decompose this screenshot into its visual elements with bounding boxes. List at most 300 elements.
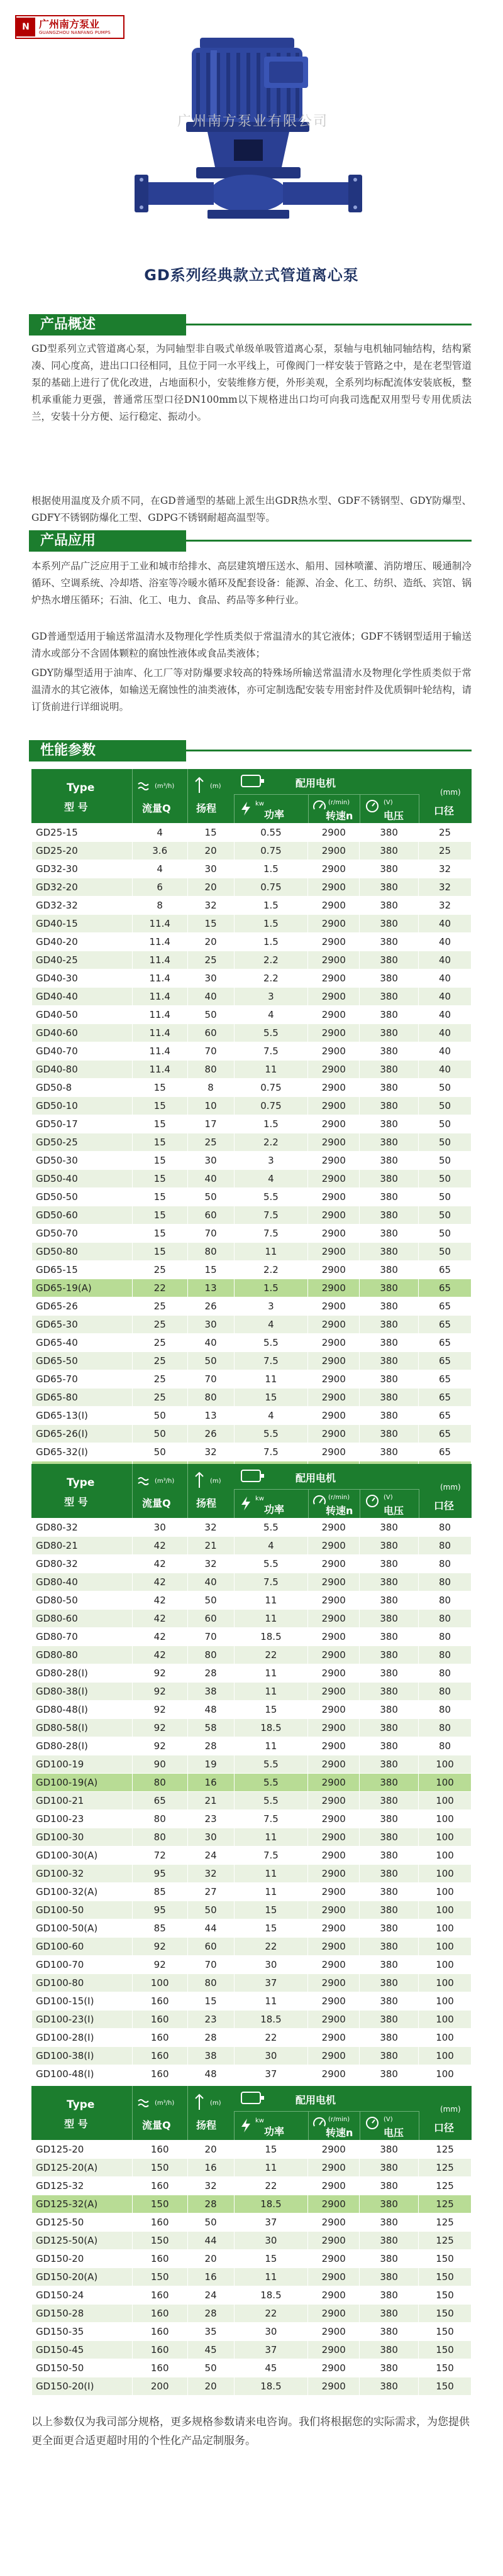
speed-icon: [312, 2116, 327, 2130]
cell-value: 32: [187, 2177, 234, 2195]
cell-value: 40: [187, 1573, 234, 1591]
cell-value: 380: [360, 2195, 419, 2213]
cell-value: 100: [419, 1974, 472, 1992]
table-row: [32, 1755, 472, 1774]
section-title-overview: 产品概述: [29, 314, 186, 336]
cell-value: 380: [360, 878, 419, 897]
cell-model: GD100-21: [32, 1792, 133, 1810]
table-row: [32, 1079, 472, 1097]
table-row: [32, 878, 472, 897]
cell-value: 1.5: [234, 860, 308, 878]
cell-value: 13: [187, 1279, 234, 1297]
cell-value: 380: [360, 1407, 419, 1425]
cell-value: 2900: [308, 1425, 360, 1443]
cell-value: 380: [360, 2047, 419, 2065]
cell-value: 2900: [308, 2047, 360, 2065]
cell-value: 15: [132, 1115, 187, 1133]
cell-value: 80: [419, 1628, 472, 1646]
table-row: [32, 1810, 472, 1828]
cell-value: 30: [234, 2232, 308, 2250]
table-row: [32, 2377, 472, 2396]
cell-model: GD32-30: [32, 860, 133, 878]
header-flow-unit: (m³/h): [155, 2100, 175, 2107]
cell-value: 100: [419, 1992, 472, 2011]
cell-value: 20: [187, 2250, 234, 2268]
header-flow: 流量Q: [142, 802, 171, 814]
header-head: 扬程: [196, 1497, 217, 1509]
cell-value: 32: [419, 860, 472, 878]
cell-model: GD40-50: [32, 1006, 133, 1024]
cell-value: 25: [132, 1316, 187, 1334]
table-row: [32, 1225, 472, 1243]
table-row: [32, 1061, 472, 1079]
table-row: [32, 1024, 472, 1042]
table-row: [32, 933, 472, 951]
cell-value: 7.5: [234, 1573, 308, 1591]
cell-value: 95: [132, 1901, 187, 1919]
table-row: [32, 1555, 472, 1573]
cell-value: 35: [187, 2323, 234, 2341]
table-row: [32, 2011, 472, 2029]
cell-value: 2900: [308, 988, 360, 1006]
cell-model: GD100-50(A): [32, 1919, 133, 1938]
cell-model: GD65-30: [32, 1316, 133, 1334]
cell-value: 5.5: [234, 1755, 308, 1774]
cell-value: 380: [360, 969, 419, 988]
table-row: [32, 1537, 472, 1555]
cell-value: 22: [234, 2177, 308, 2195]
cell-value: 2900: [308, 842, 360, 860]
cell-value: 380: [360, 1443, 419, 1461]
cell-model: GD100-48(I): [32, 2065, 133, 2083]
cell-value: 380: [360, 1279, 419, 1297]
cell-value: 150: [132, 2268, 187, 2286]
table-row: [32, 842, 472, 860]
cell-value: 2900: [308, 2195, 360, 2213]
cell-model: GD80-28(I): [32, 1664, 133, 1683]
cell-value: 380: [360, 1719, 419, 1737]
cell-value: 150: [132, 2232, 187, 2250]
cell-value: 380: [360, 2159, 419, 2177]
cell-value: 80: [419, 1683, 472, 1701]
cell-value: 380: [360, 1061, 419, 1079]
cell-value: 380: [360, 1225, 419, 1243]
cell-value: 380: [360, 1133, 419, 1152]
cell-value: 2900: [308, 1664, 360, 1683]
speed-icon: [312, 799, 327, 813]
header-volt: 电压: [384, 1505, 404, 1517]
cell-value: 60: [187, 1206, 234, 1225]
power-icon: [239, 800, 253, 817]
cell-value: 380: [360, 1591, 419, 1610]
hero-section: [0, 0, 503, 258]
cell-value: 380: [360, 2232, 419, 2250]
cell-model: GD80-32: [32, 1555, 133, 1573]
cell-value: 380: [360, 1755, 419, 1774]
table-row: [32, 2029, 472, 2047]
cell-value: 8: [132, 897, 187, 915]
cell-value: 15: [132, 1188, 187, 1206]
cell-value: 100: [419, 2029, 472, 2047]
cell-value: 23: [187, 2011, 234, 2029]
table-row: [32, 1792, 472, 1810]
cell-value: 380: [360, 2268, 419, 2286]
cell-value: 125: [419, 2141, 472, 2159]
cell-value: 380: [360, 1243, 419, 1261]
header-volt-unit: (V): [384, 1494, 393, 1501]
footer-note: 以上参数仅为我司部分规格，更多规格参数请来电咨询。我们将根据您的实际需求，为您提供更全面更合适更超时用的个性化产品定制服务。: [31, 2416, 470, 2447]
cell-value: 42: [132, 1628, 187, 1646]
cell-value: 65: [419, 1261, 472, 1279]
cell-value: 65: [419, 1370, 472, 1389]
cell-model: GD150-50: [32, 2359, 133, 2377]
header-speed-unit: (r/min): [328, 799, 350, 806]
cell-value: 100: [419, 1901, 472, 1919]
cell-value: 2900: [308, 1243, 360, 1261]
cell-value: 380: [360, 2286, 419, 2305]
overview-paragraph-2: 根据使用温度及介质不同，在GD普通型的基础上派生出GDR热水型、GDF不锈钢型、GDY防爆型、GDFY不锈钢防爆化工型、GDPG不锈钢耐超高温型等。: [31, 495, 472, 523]
cell-value: 80: [419, 1537, 472, 1555]
cell-model: GD32-20: [32, 878, 133, 897]
header-divider: [234, 1489, 235, 1518]
cell-value: 100: [419, 1792, 472, 1810]
cell-value: 65: [419, 1389, 472, 1407]
cell-value: 2900: [308, 1097, 360, 1115]
cell-value: 100: [419, 1919, 472, 1938]
cell-value: 58: [187, 1719, 234, 1737]
cell-value: 80: [187, 1389, 234, 1407]
cell-value: 80: [132, 1810, 187, 1828]
cell-model: GD150-28: [32, 2305, 133, 2323]
cell-value: 15: [132, 1243, 187, 1261]
cell-value: 100: [419, 1828, 472, 1847]
cell-value: 380: [360, 2250, 419, 2268]
cell-value: 2900: [308, 1828, 360, 1847]
cell-value: 65: [419, 1425, 472, 1443]
table-row: [32, 1261, 472, 1279]
cell-value: 2.2: [234, 951, 308, 969]
table-row: [32, 2286, 472, 2305]
cell-value: 50: [419, 1133, 472, 1152]
voltage-icon: [365, 799, 380, 813]
cell-value: 380: [360, 1352, 419, 1370]
cell-value: 2900: [308, 1919, 360, 1938]
cell-value: 380: [360, 1992, 419, 2011]
cell-value: 7.5: [234, 1443, 308, 1461]
cell-value: 28: [187, 1737, 234, 1755]
header-head: 扬程: [196, 802, 217, 814]
cell-value: 2900: [308, 897, 360, 915]
cell-value: 20: [187, 933, 234, 951]
cell-value: 380: [360, 1828, 419, 1847]
cell-model: GD80-80: [32, 1646, 133, 1664]
cell-value: 20: [187, 2377, 234, 2396]
cell-model: GD125-50: [32, 2213, 133, 2232]
voltage-icon: [365, 1494, 380, 1508]
cell-value: 50: [419, 1225, 472, 1243]
cell-value: 2900: [308, 1188, 360, 1206]
cell-model: GD100-50: [32, 1901, 133, 1919]
cell-value: 100: [419, 2047, 472, 2065]
cell-model: GD65-32(I): [32, 1443, 133, 1461]
table-row: [32, 1883, 472, 1901]
cell-value: 380: [360, 1042, 419, 1061]
cell-value: 2900: [308, 2159, 360, 2177]
cell-value: 2900: [308, 1573, 360, 1591]
cell-model: GD32-32: [32, 897, 133, 915]
cell-value: 30: [132, 1519, 187, 1537]
cell-model: GD80-28(I): [32, 1737, 133, 1755]
cell-model: GD40-15: [32, 915, 133, 933]
cell-value: 5.5: [234, 1334, 308, 1352]
cell-value: 100: [419, 2011, 472, 2029]
cell-value: 40: [419, 988, 472, 1006]
cell-value: 380: [360, 1664, 419, 1683]
cell-value: 380: [360, 2213, 419, 2232]
cell-value: 11: [234, 2268, 308, 2286]
cell-value: 5.5: [234, 1555, 308, 1573]
cell-value: 125: [419, 2213, 472, 2232]
header-type: Type: [67, 1476, 95, 1489]
cell-model: GD80-50: [32, 1591, 133, 1610]
cell-value: 11: [234, 1370, 308, 1389]
cell-value: 380: [360, 842, 419, 860]
table-row: [32, 2305, 472, 2323]
cell-value: 160: [132, 2305, 187, 2323]
cell-value: 2900: [308, 2305, 360, 2323]
cell-value: 50: [187, 1352, 234, 1370]
header-volt-unit: (V): [384, 2116, 393, 2123]
table-row: [32, 2359, 472, 2377]
cell-value: 380: [360, 1956, 419, 1974]
cell-value: 11.4: [132, 988, 187, 1006]
cell-value: 380: [360, 1938, 419, 1956]
cell-value: 100: [419, 1938, 472, 1956]
power-icon: [239, 2117, 253, 2134]
table-row: [32, 1297, 472, 1316]
cell-value: 15: [234, 1389, 308, 1407]
cell-value: 150: [419, 2305, 472, 2323]
cell-value: 125: [419, 2159, 472, 2177]
table-row: [32, 824, 472, 842]
cell-model: GD50-8: [32, 1079, 133, 1097]
cell-value: 50: [187, 1901, 234, 1919]
cell-value: 4: [234, 1170, 308, 1188]
cell-value: 11.4: [132, 915, 187, 933]
cell-model: GD25-15: [32, 824, 133, 842]
cell-value: 28: [187, 2195, 234, 2213]
head-icon: [192, 1471, 206, 1489]
cell-model: GD100-32(A): [32, 1883, 133, 1901]
cell-value: 26: [187, 1425, 234, 1443]
cell-value: 125: [419, 2177, 472, 2195]
cell-value: 11: [234, 1610, 308, 1628]
cell-value: 11: [234, 2159, 308, 2177]
cell-value: 80: [419, 1719, 472, 1737]
cell-value: 2900: [308, 1115, 360, 1133]
cell-model: GD125-32: [32, 2177, 133, 2195]
cell-value: 2.2: [234, 1133, 308, 1152]
cell-value: 80: [419, 1737, 472, 1755]
cell-model: GD100-23: [32, 1810, 133, 1828]
table-header: [31, 1464, 472, 1518]
cell-value: 380: [360, 1919, 419, 1938]
brand-logo: [15, 15, 124, 39]
cell-model: GD100-30(A): [32, 1847, 133, 1865]
cell-value: 380: [360, 1610, 419, 1628]
cell-value: 2900: [308, 1261, 360, 1279]
cell-value: 7.5: [234, 1225, 308, 1243]
cell-value: 60: [187, 1024, 234, 1042]
cell-value: 2900: [308, 1810, 360, 1828]
table-row: [32, 1443, 472, 1461]
table-row: [32, 988, 472, 1006]
cell-value: 28: [187, 1664, 234, 1683]
table-row: [32, 1389, 472, 1407]
cell-value: 0.55: [234, 824, 308, 842]
cell-model: GD100-80: [32, 1974, 133, 1992]
cell-value: 380: [360, 897, 419, 915]
cell-value: 21: [187, 1792, 234, 1810]
cell-value: 5.5: [234, 1425, 308, 1443]
cell-value: 5.5: [234, 1792, 308, 1810]
cell-value: 48: [187, 2065, 234, 2083]
cell-value: 92: [132, 1683, 187, 1701]
table-row: [32, 1737, 472, 1755]
cell-value: 65: [419, 1407, 472, 1425]
cell-value: 80: [187, 1646, 234, 1664]
cell-value: 380: [360, 1316, 419, 1334]
cell-value: 2900: [308, 951, 360, 969]
cell-model: GD100-60: [32, 1938, 133, 1956]
cell-value: 380: [360, 1261, 419, 1279]
performance-table-3: [31, 2140, 472, 2396]
cell-model: GD65-19(A): [32, 1279, 133, 1297]
cell-value: 50: [187, 1591, 234, 1610]
table-row: [32, 1664, 472, 1683]
header-divider: [308, 2111, 309, 2140]
table-row: [32, 1865, 472, 1883]
cell-value: 380: [360, 1701, 419, 1719]
cell-value: 2900: [308, 1519, 360, 1537]
cell-value: 80: [132, 1774, 187, 1792]
cell-value: 2900: [308, 1537, 360, 1555]
cell-model: GD50-60: [32, 1206, 133, 1225]
cell-value: 16: [187, 2159, 234, 2177]
cell-value: 37: [234, 1974, 308, 1992]
cell-value: 13: [187, 1407, 234, 1425]
cell-model: GD40-40: [32, 988, 133, 1006]
table-row: [32, 1370, 472, 1389]
cell-value: 42: [132, 1573, 187, 1591]
cell-value: 380: [360, 1519, 419, 1537]
table-row: [32, 1316, 472, 1334]
cell-model: GD80-38(I): [32, 1683, 133, 1701]
cell-model: GD40-70: [32, 1042, 133, 1061]
header-type: Type: [67, 782, 95, 794]
cell-value: 100: [132, 1974, 187, 1992]
cell-value: 80: [419, 1701, 472, 1719]
cell-value: 25: [187, 951, 234, 969]
cell-value: 380: [360, 2011, 419, 2029]
cell-value: 65: [419, 1443, 472, 1461]
header-dia-unit: (mm): [440, 2105, 461, 2114]
cell-value: 2900: [308, 915, 360, 933]
cell-value: 0.75: [234, 1097, 308, 1115]
cell-value: 2900: [308, 1079, 360, 1097]
cell-model: GD50-10: [32, 1097, 133, 1115]
cell-value: 25: [419, 824, 472, 842]
cell-value: 150: [132, 2159, 187, 2177]
cell-value: 20: [187, 842, 234, 860]
table-row: [32, 2141, 472, 2159]
cell-value: 92: [132, 1938, 187, 1956]
cell-value: 2900: [308, 2286, 360, 2305]
table-row: [32, 915, 472, 933]
cell-value: 15: [187, 1992, 234, 2011]
cell-value: 2900: [308, 1938, 360, 1956]
cell-value: 100: [419, 2065, 472, 2083]
cell-value: 30: [234, 2323, 308, 2341]
cell-value: 45: [234, 2359, 308, 2377]
cell-value: 2900: [308, 933, 360, 951]
cell-value: 40: [419, 969, 472, 988]
cell-value: 11: [234, 1865, 308, 1883]
cell-value: 65: [419, 1316, 472, 1334]
cell-value: 48: [187, 1701, 234, 1719]
table-row: [32, 1646, 472, 1664]
cell-value: 2900: [308, 1956, 360, 1974]
cell-value: 200: [132, 2377, 187, 2396]
cell-value: 380: [360, 824, 419, 842]
cell-value: 25: [187, 1133, 234, 1152]
cell-value: 380: [360, 1024, 419, 1042]
table-row: [32, 2177, 472, 2195]
table-row: [32, 1774, 472, 1792]
logo-english: GUANGZHOU NANFANG PUMPS: [39, 30, 111, 35]
header-motor: 配用电机: [296, 2094, 336, 2106]
cell-value: 15: [234, 2141, 308, 2159]
cell-value: 50: [419, 1206, 472, 1225]
cell-model: GD100-23(I): [32, 2011, 133, 2029]
cell-value: 2900: [308, 1279, 360, 1297]
cell-value: 2900: [308, 1719, 360, 1737]
cell-value: 11: [234, 1061, 308, 1079]
cell-value: 11.4: [132, 951, 187, 969]
cell-value: 160: [132, 2323, 187, 2341]
cell-value: 70: [187, 1225, 234, 1243]
cell-value: 2900: [308, 2029, 360, 2047]
cell-value: 2900: [308, 2268, 360, 2286]
performance-table-2: [31, 1518, 472, 2083]
cell-value: 380: [360, 1737, 419, 1755]
cell-value: 92: [132, 1719, 187, 1737]
cell-model: GD50-30: [32, 1152, 133, 1170]
cell-value: 2900: [308, 1683, 360, 1701]
cell-value: 100: [419, 1883, 472, 1901]
cell-value: 30: [187, 1828, 234, 1847]
cell-value: 380: [360, 1555, 419, 1573]
table-row: [32, 2268, 472, 2286]
cell-value: 380: [360, 1079, 419, 1097]
table-row: [32, 1188, 472, 1206]
cell-value: 50: [132, 1443, 187, 1461]
section-title-application: 产品应用: [29, 530, 186, 552]
cell-value: 15: [132, 1170, 187, 1188]
cell-model: GD50-40: [32, 1170, 133, 1188]
cell-value: 100: [419, 1847, 472, 1865]
cell-value: 2900: [308, 969, 360, 988]
